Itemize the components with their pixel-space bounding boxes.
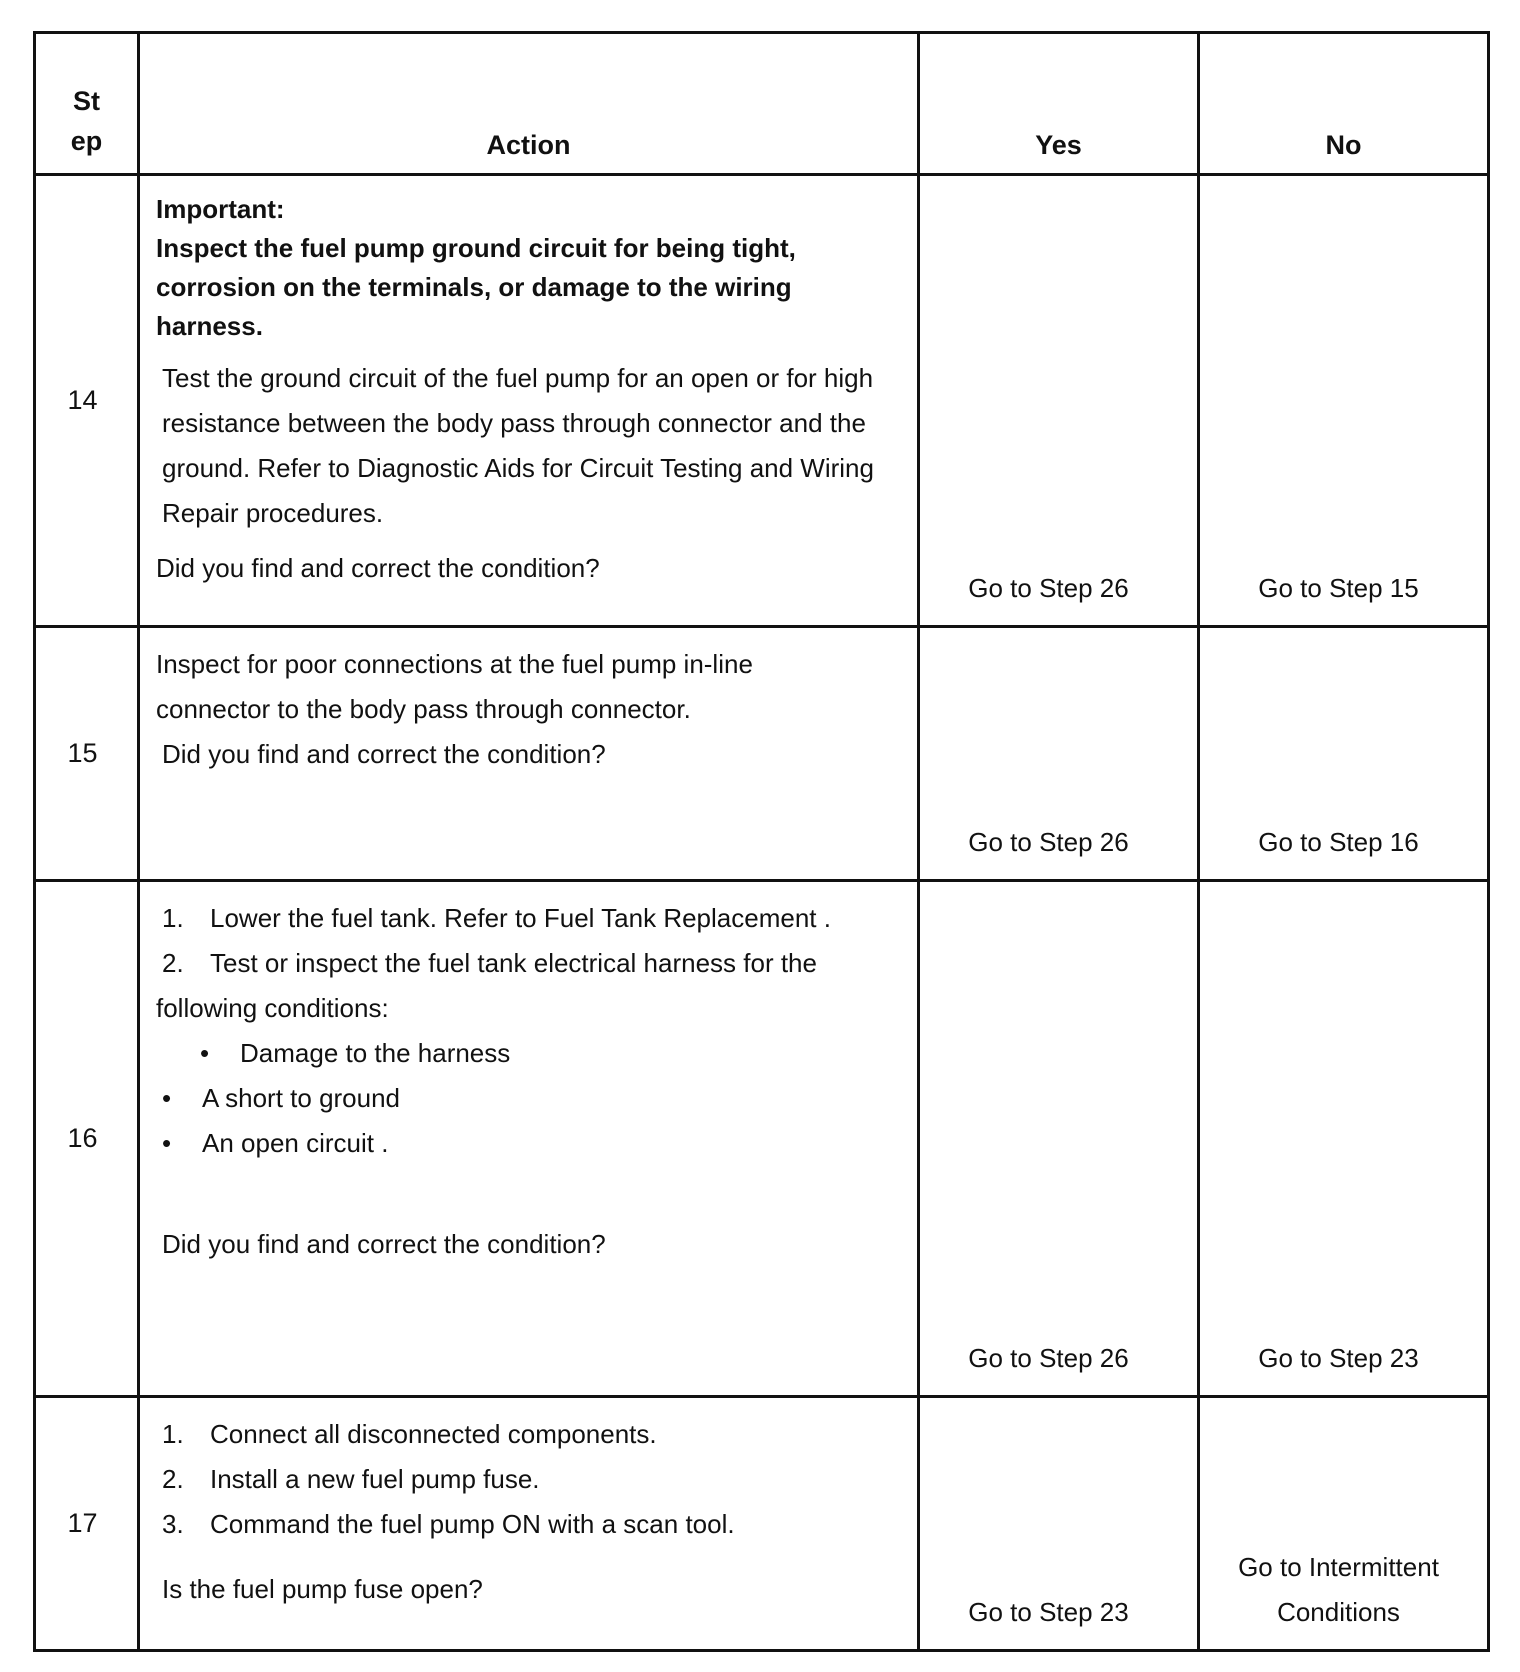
bullet-icon: • — [200, 1038, 210, 1068]
table-header-row — [35, 33, 1489, 175]
item-text: Install a new fuel pump fuse. — [210, 1464, 540, 1494]
no-outcome-line1: Go to Intermittent — [1238, 1552, 1439, 1582]
header-step — [35, 33, 139, 175]
numbered-item — [156, 1457, 899, 1502]
action-cell — [139, 1397, 919, 1651]
table-row — [35, 881, 1489, 1397]
item-number: 1. — [162, 1419, 184, 1449]
item-number: 2. — [162, 948, 184, 978]
numbered-item — [156, 1502, 899, 1547]
bullet-icon: • — [162, 1128, 172, 1158]
header-step-line2: ep — [70, 126, 103, 156]
action-text: Test the ground circuit of the fuel pump for an open or for high resistance between the body pass through connector and the ground. Refer to Diagnostic Aids for Circuit Testing and Wiring Repair procedures. — [162, 363, 874, 528]
numbered-item — [156, 941, 899, 1031]
bullet-icon: • — [162, 1083, 172, 1113]
no-outcome: Go to Step 23 — [1199, 881, 1489, 1397]
yes-outcome: Go to Step 23 — [919, 1397, 1199, 1651]
item-text: Connect all disconnected components. — [210, 1419, 657, 1449]
item-text: Lower the fuel tank. Refer to Fuel Tank Replacement . — [210, 903, 831, 933]
step-number: 17 — [35, 1397, 139, 1651]
important-text: Inspect the fuel pump ground circuit for being tight, corrosion on the terminals, or damage to the wiring harness. — [156, 233, 796, 341]
item-text: Test or inspect the fuel tank electrical harness for the following conditions: — [156, 948, 817, 1023]
numbered-item — [156, 1412, 899, 1457]
item-number: 3. — [162, 1509, 184, 1539]
step-number: 15 — [35, 627, 139, 881]
yes-outcome: Go to Step 26 — [919, 627, 1199, 881]
action-cell — [139, 627, 919, 881]
numbered-item — [156, 896, 899, 941]
step-number: 16 — [35, 881, 139, 1397]
action-question: Is the fuel pump fuse open? — [162, 1574, 483, 1604]
bullet-text: An open circuit . — [202, 1128, 389, 1158]
no-outcome: Go to Step 15 — [1199, 175, 1489, 627]
bullet-text: A short to ground — [202, 1083, 401, 1113]
item-number: 2. — [162, 1464, 184, 1494]
header-step-line1: St — [73, 86, 100, 116]
bullet-item — [156, 1031, 899, 1076]
bullet-text: Damage to the harness — [240, 1038, 511, 1068]
header-no: No — [1199, 33, 1489, 175]
step-number: 14 — [35, 175, 139, 627]
bullet-item — [156, 1076, 899, 1121]
action-text: Inspect for poor connections at the fuel pump in-line connector to the body pass through connector. — [156, 649, 753, 724]
diagnostic-steps-table — [33, 31, 1490, 1652]
action-question: Did you find and correct the condition? — [156, 553, 600, 583]
no-outcome: Go to Step 16 — [1199, 627, 1489, 881]
action-cell — [139, 175, 919, 627]
yes-outcome: Go to Step 26 — [919, 881, 1199, 1397]
bullet-item — [156, 1121, 899, 1166]
header-yes: Yes — [919, 33, 1199, 175]
table-row — [35, 175, 1489, 627]
no-outcome-line2: Conditions — [1277, 1597, 1400, 1627]
table-row — [35, 1397, 1489, 1651]
action-cell — [139, 881, 919, 1397]
table-row — [35, 627, 1489, 881]
important-note — [156, 190, 899, 346]
yes-outcome: Go to Step 26 — [919, 175, 1199, 627]
item-number: 1. — [162, 903, 184, 933]
item-text: Command the fuel pump ON with a scan tool. — [210, 1509, 735, 1539]
header-action: Action — [139, 33, 919, 175]
action-question: Did you find and correct the condition? — [162, 739, 606, 769]
important-title: Important: — [156, 194, 285, 224]
no-outcome — [1199, 1397, 1489, 1651]
action-question: Did you find and correct the condition? — [162, 1229, 606, 1259]
